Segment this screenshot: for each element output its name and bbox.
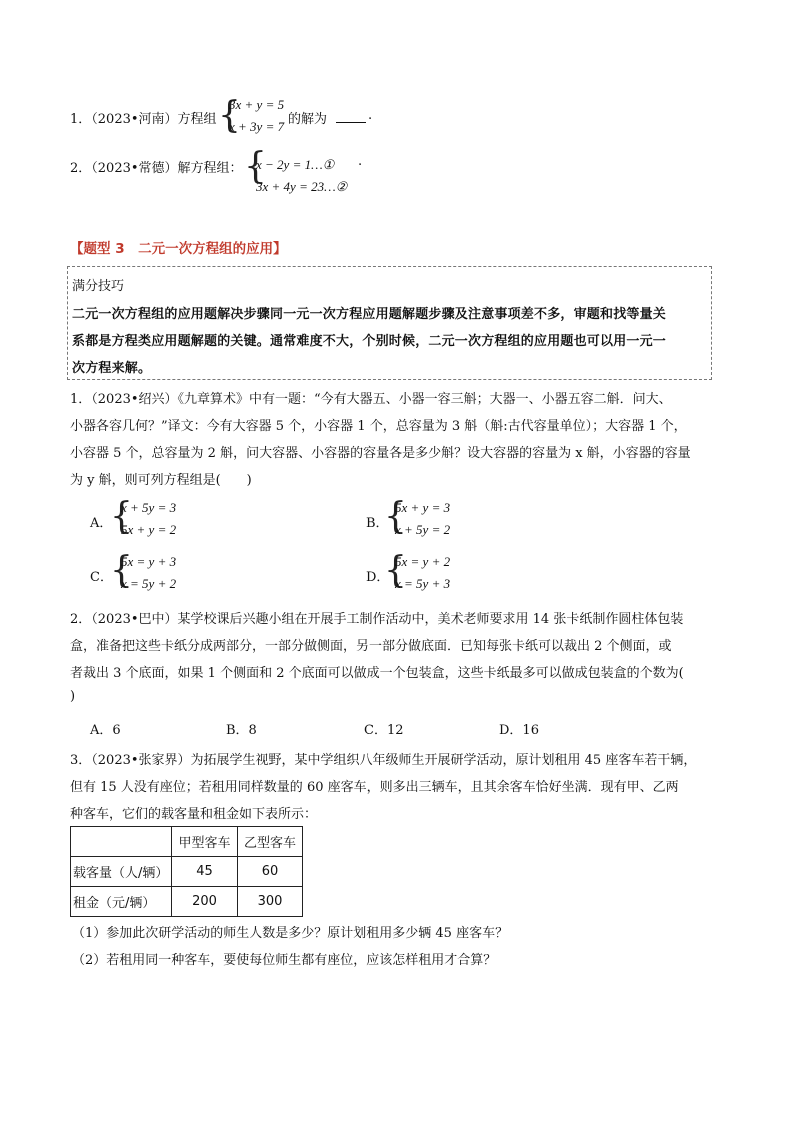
table-header-cell: 甲型客车 bbox=[172, 827, 238, 857]
q1-eq2: x + 3y = 7 bbox=[229, 119, 285, 134]
q2-brace: { bbox=[244, 146, 267, 187]
rental-table bbox=[70, 826, 303, 917]
q1-answer-blank[interactable] bbox=[336, 108, 366, 127]
table-row bbox=[71, 857, 303, 887]
p2-line: 2．（2023•巴中）某学校课后兴趣小组在开展手工制作活动中，美术老师要求用 14 张卡纸制作圆柱体包装 bbox=[70, 612, 684, 627]
p3-line: 种客车，它们的载客量和租金如下表所示： bbox=[70, 807, 318, 822]
p1-option-c-brace: { bbox=[110, 550, 133, 591]
q2-end: . bbox=[358, 154, 363, 169]
p1-option-c-eq2: x = 5y + 2 bbox=[121, 576, 177, 591]
p2-line: 盒，准备把这些卡纸分成两部分，一部分做侧面，另一部分做底面．已知每张卡纸可以裁出 2 个侧面，或 bbox=[70, 639, 672, 654]
p3-sub-question: （2）若租用同一种客车，要使每位师生都有座位，应该怎样租用才合算？ bbox=[72, 953, 497, 968]
p2-option-b[interactable]: B．8 bbox=[226, 723, 257, 738]
p2-option-c[interactable]: C．12 bbox=[364, 723, 404, 738]
p1-option-b-eq2: x + 5y = 2 bbox=[395, 522, 451, 537]
tip-line: 次方程来解。 bbox=[72, 361, 152, 376]
tip-line: 系都是方程类应用题解题的关键。通常难度不大，个别时候，二元一次方程组的应用题也可以用一元一 bbox=[72, 334, 667, 349]
table-header-row bbox=[71, 827, 303, 857]
q2-eq1: x − 2y = 1…① bbox=[256, 157, 335, 172]
p1-option-a-brace: { bbox=[110, 496, 133, 537]
q2-eq2: 3x + 4y = 23…② bbox=[256, 179, 348, 194]
p3-sub-question: （1）参加此次研学活动的师生人数是多少？原计划租用多少辆 45 座客车？ bbox=[72, 926, 509, 941]
q1-eq1: 3x + y = 5 bbox=[229, 97, 285, 112]
tip-box bbox=[67, 266, 712, 380]
p1-line: 小器各容几何？”译文：今有大容器 5 个，小容器 1 个，总容量为 3 斛（斛:古代容量单位）；大容器 1 个， bbox=[70, 419, 687, 434]
p1-option-b-brace: { bbox=[384, 496, 407, 537]
q2-label: 2．（2023•常德）解方程组： bbox=[70, 161, 243, 176]
p1-option-d-eq2: x = 5y + 3 bbox=[395, 576, 451, 591]
q1-suffix: 的解为 bbox=[288, 112, 328, 127]
table-cell: 租金（元/辆） bbox=[71, 887, 172, 917]
p1-option-a-eq1: x + 5y = 3 bbox=[121, 500, 177, 515]
p2-line: 者裁出 3 个底面，如果 1 个侧面和 2 个底面可以做成一个包装盒，这些卡纸最多可以做成包装盒的个数为( bbox=[70, 666, 684, 681]
p1-line: 小容器 5 个，总容量为 2 斛，问大容器、小容器的容量各是多少斛？设大容器的容量为 x 斛，小容器的容量 bbox=[70, 446, 691, 461]
p1-option-c-label[interactable]: C． bbox=[90, 570, 113, 585]
table-cell: 60 bbox=[238, 857, 303, 887]
p1-option-c-eq1: 5x = y + 3 bbox=[121, 554, 177, 569]
table-header-cell bbox=[71, 827, 172, 857]
table-cell: 载客量（人/辆） bbox=[71, 857, 172, 887]
p1-line: 为 y 斛，则可列方程组是( ) bbox=[70, 473, 252, 488]
p2-option-a[interactable]: A．6 bbox=[90, 723, 121, 738]
q1-end: . bbox=[368, 108, 373, 123]
p1-option-a-eq2: 5x + y = 2 bbox=[121, 522, 177, 537]
table-cell: 300 bbox=[238, 887, 303, 917]
p1-option-d-label[interactable]: D． bbox=[366, 570, 390, 585]
p1-option-b-label[interactable]: B． bbox=[366, 516, 389, 531]
q1-brace: { bbox=[218, 95, 241, 136]
q1-label: 1．（2023•河南）方程组 bbox=[70, 112, 217, 127]
p1-line: 1．（2023•绍兴）《九章算术》中有一题：“今有大器五、小器一容三斛；大器一、小器五容二斛．问大、 bbox=[70, 392, 672, 407]
p1-option-d-brace: { bbox=[384, 550, 407, 591]
type3-heading: 【题型 3 二元一次方程组的应用】 bbox=[70, 241, 287, 257]
p1-option-b-eq1: 5x + y = 3 bbox=[395, 500, 451, 515]
table-cell: 200 bbox=[172, 887, 238, 917]
tip-title: 满分技巧 bbox=[72, 279, 125, 294]
p1-option-a-label[interactable]: A． bbox=[90, 516, 113, 531]
table-header-cell: 乙型客车 bbox=[238, 827, 303, 857]
p2-line: ) bbox=[70, 689, 76, 704]
p2-option-d[interactable]: D．16 bbox=[499, 723, 539, 738]
p3-line: 但有 15 人没有座位；若租用同样数量的 60 座客车，则多出三辆车，且其余客车恰好坐满．现有甲、乙两 bbox=[70, 780, 679, 795]
tip-line: 二元一次方程组的应用题解决步骤同一元一次方程应用题解题步骤及注意事项差不多，审题和找等量关 bbox=[72, 307, 667, 322]
table-row bbox=[71, 887, 303, 917]
p3-line: 3．（2023•张家界）为拓展学生视野，某中学组织八年级师生开展研学活动，原计划租用 45 座客车若干辆， bbox=[70, 753, 697, 768]
table-cell: 45 bbox=[172, 857, 238, 887]
p1-option-d-eq1: 5x = y + 2 bbox=[395, 554, 451, 569]
